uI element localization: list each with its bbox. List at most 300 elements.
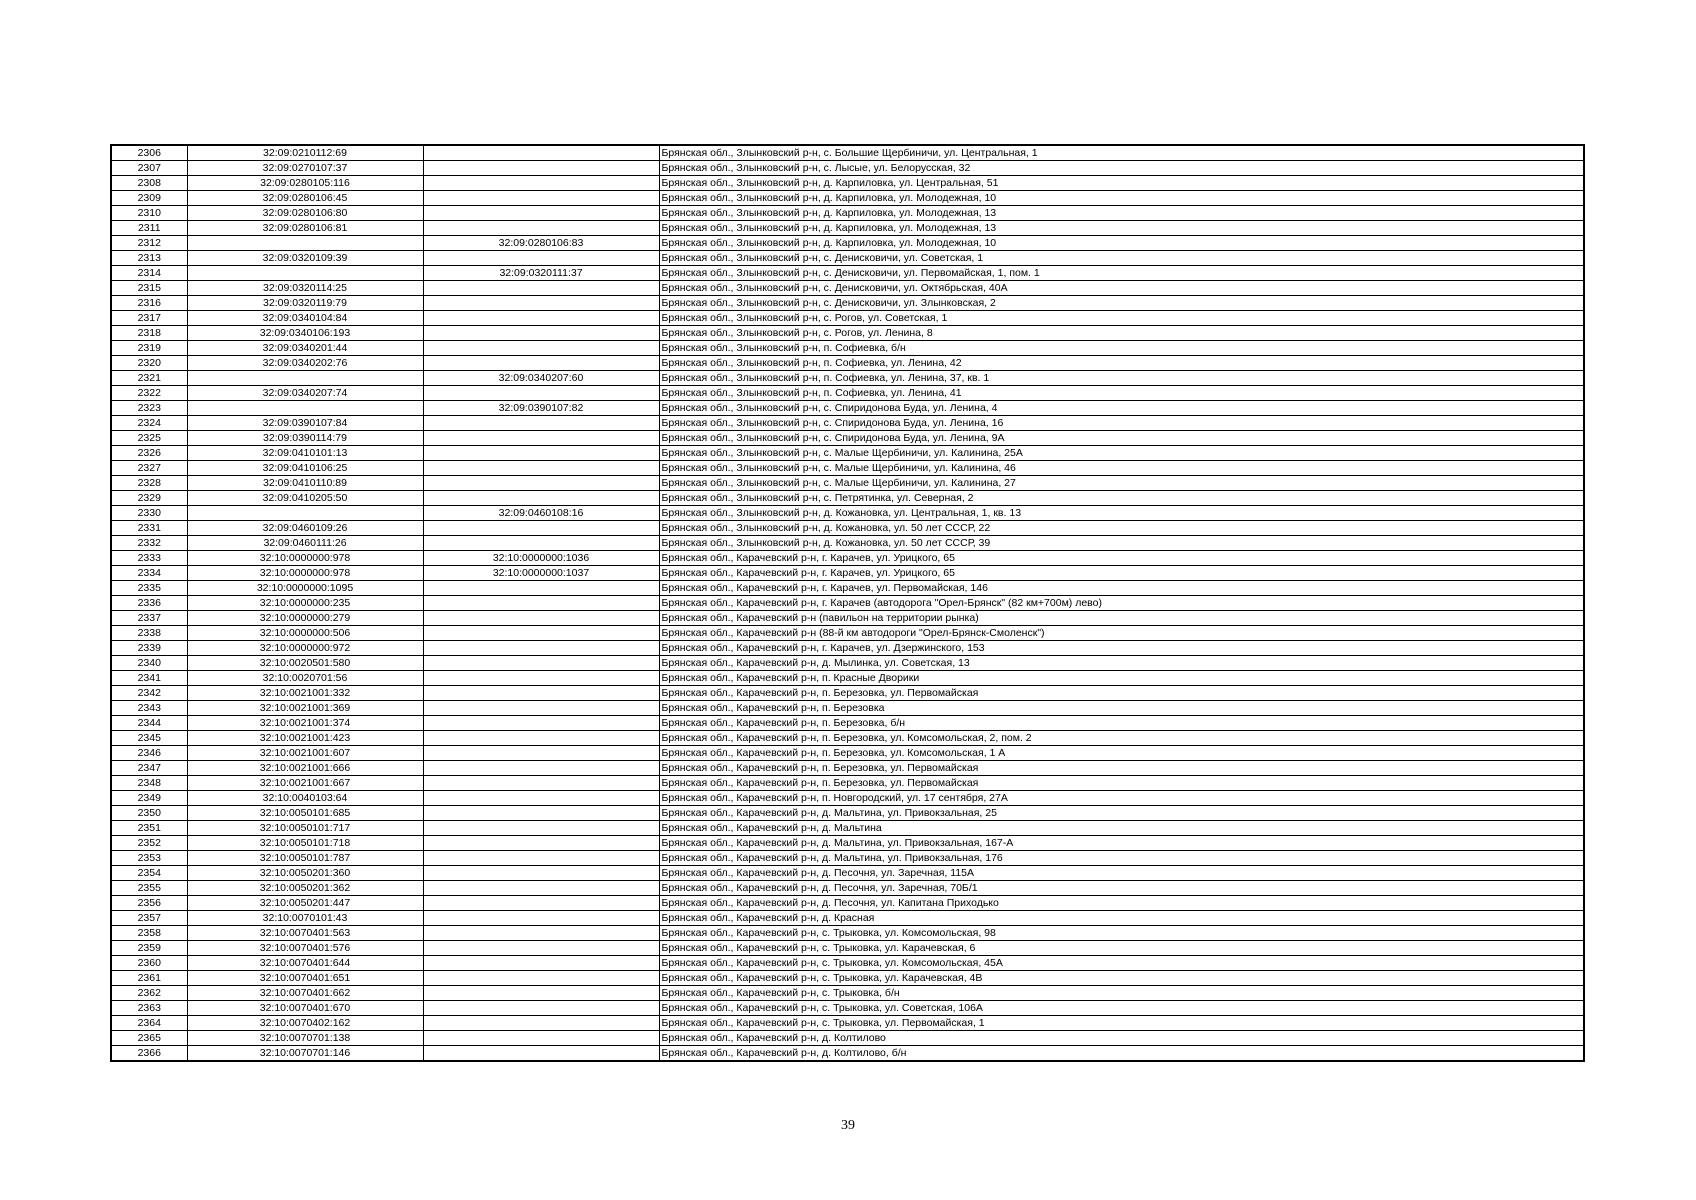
secondary-cadastral-number-cell xyxy=(423,191,659,206)
address-cell: Брянская обл., Карачевский р-н, г. Карачев, ул. Дзержинского, 153 xyxy=(659,641,1584,656)
cadastral-number-cell: 32:09:0460109:26 xyxy=(187,521,423,536)
row-number-cell: 2320 xyxy=(111,356,187,371)
cadastral-number-cell: 32:10:0070402:162 xyxy=(187,1016,423,1031)
table-row xyxy=(111,941,1584,956)
cadastral-number-cell: 32:10:0070401:644 xyxy=(187,956,423,971)
secondary-cadastral-number-cell xyxy=(423,416,659,431)
secondary-cadastral-number-cell xyxy=(423,776,659,791)
address-cell: Брянская обл., Карачевский р-н, д. Мальтина, ул. Привокзальная, 25 xyxy=(659,806,1584,821)
cadastral-number-cell: 32:09:0280106:80 xyxy=(187,206,423,221)
secondary-cadastral-number-cell xyxy=(423,866,659,881)
address-cell: Брянская обл., Злынковский р-н, с. Денисковичи, ул. Первомайская, 1, пом. 1 xyxy=(659,266,1584,281)
cadastral-number-cell: 32:09:0410106:25 xyxy=(187,461,423,476)
row-number-cell: 2344 xyxy=(111,716,187,731)
cadastral-number-cell: 32:10:0050101:717 xyxy=(187,821,423,836)
secondary-cadastral-number-cell: 32:10:0000000:1036 xyxy=(423,551,659,566)
address-cell: Брянская обл., Злынковский р-н, п. Софиевка, ул. Ленина, 42 xyxy=(659,356,1584,371)
address-cell: Брянская обл., Карачевский р-н, с. Трыковка, ул. Советская, 106А xyxy=(659,1001,1584,1016)
table-row xyxy=(111,206,1584,221)
secondary-cadastral-number-cell xyxy=(423,446,659,461)
address-cell: Брянская обл., Карачевский р-н, с. Трыковка, б/н xyxy=(659,986,1584,1001)
cadastral-number-cell: 32:09:0280106:45 xyxy=(187,191,423,206)
secondary-cadastral-number-cell: 32:09:0390107:82 xyxy=(423,401,659,416)
table-row xyxy=(111,176,1584,191)
table-row xyxy=(111,896,1584,911)
row-number-cell: 2362 xyxy=(111,986,187,1001)
table-row xyxy=(111,536,1584,551)
secondary-cadastral-number-cell xyxy=(423,656,659,671)
row-number-cell: 2354 xyxy=(111,866,187,881)
table-row xyxy=(111,596,1584,611)
secondary-cadastral-number-cell xyxy=(423,716,659,731)
address-cell: Брянская обл., Злынковский р-н, с. Петрятинка, ул. Северная, 2 xyxy=(659,491,1584,506)
row-number-cell: 2347 xyxy=(111,761,187,776)
table-row xyxy=(111,371,1584,386)
secondary-cadastral-number-cell xyxy=(423,326,659,341)
table-row xyxy=(111,761,1584,776)
table-row xyxy=(111,521,1584,536)
cadastral-number-cell: 32:09:0410101:13 xyxy=(187,446,423,461)
address-cell: Брянская обл., Карачевский р-н, с. Трыковка, ул. Карачевская, 6 xyxy=(659,941,1584,956)
table-row xyxy=(111,476,1584,491)
address-cell: Брянская обл., Злынковский р-н, д. Карпиловка, ул. Молодежная, 10 xyxy=(659,191,1584,206)
address-cell: Брянская обл., Карачевский р-н, с. Трыковка, ул. Карачевская, 4В xyxy=(659,971,1584,986)
address-cell: Брянская обл., Карачевский р-н, д. Красная xyxy=(659,911,1584,926)
table-row xyxy=(111,356,1584,371)
address-cell: Брянская обл., Карачевский р-н, д. Колтилово, б/н xyxy=(659,1046,1584,1062)
secondary-cadastral-number-cell xyxy=(423,1046,659,1062)
row-number-cell: 2318 xyxy=(111,326,187,341)
address-cell: Брянская обл., Злынковский р-н, д. Карпиловка, ул. Молодежная, 13 xyxy=(659,206,1584,221)
address-cell: Брянская обл., Злынковский р-н, с. Денисковичи, ул. Злынковская, 2 xyxy=(659,296,1584,311)
secondary-cadastral-number-cell xyxy=(423,911,659,926)
table-row xyxy=(111,566,1584,581)
cadastral-number-cell: 32:10:0050201:360 xyxy=(187,866,423,881)
secondary-cadastral-number-cell xyxy=(423,926,659,941)
cadastral-number-cell: 32:10:0021001:369 xyxy=(187,701,423,716)
table-row xyxy=(111,686,1584,701)
table-row xyxy=(111,956,1584,971)
address-cell: Брянская обл., Карачевский р-н, п. Березовка, ул. Комсомольская, 1 А xyxy=(659,746,1584,761)
row-number-cell: 2311 xyxy=(111,221,187,236)
cadastral-number-cell xyxy=(187,236,423,251)
address-cell: Брянская обл., Злынковский р-н, д. Кожановка, ул. 50 лет СССР, 39 xyxy=(659,536,1584,551)
cadastral-number-cell: 32:10:0050101:787 xyxy=(187,851,423,866)
cadastral-number-cell: 32:10:0020501:580 xyxy=(187,656,423,671)
cadastral-number-cell: 32:10:0070401:651 xyxy=(187,971,423,986)
secondary-cadastral-number-cell xyxy=(423,731,659,746)
cadastral-number-cell: 32:10:0070401:563 xyxy=(187,926,423,941)
table-row xyxy=(111,431,1584,446)
table-row xyxy=(111,611,1584,626)
table-row xyxy=(111,836,1584,851)
address-cell: Брянская обл., Злынковский р-н, д. Карпиловка, ул. Центральная, 51 xyxy=(659,176,1584,191)
address-cell: Брянская обл., Карачевский р-н, п. Новгородский, ул. 17 сентября, 27А xyxy=(659,791,1584,806)
address-cell: Брянская обл., Злынковский р-н, с. Малые Щербиничи, ул. Калинина, 25А xyxy=(659,446,1584,461)
row-number-cell: 2332 xyxy=(111,536,187,551)
secondary-cadastral-number-cell xyxy=(423,356,659,371)
table-row xyxy=(111,506,1584,521)
row-number-cell: 2328 xyxy=(111,476,187,491)
table-row xyxy=(111,581,1584,596)
table-body xyxy=(111,145,1584,1061)
table-row xyxy=(111,386,1584,401)
cadastral-number-cell: 32:10:0000000:972 xyxy=(187,641,423,656)
row-number-cell: 2342 xyxy=(111,686,187,701)
cadastral-number-cell: 32:10:0070101:43 xyxy=(187,911,423,926)
cadastral-number-cell: 32:10:0000000:235 xyxy=(187,596,423,611)
secondary-cadastral-number-cell xyxy=(423,476,659,491)
cadastral-number-cell: 32:09:0340106:193 xyxy=(187,326,423,341)
row-number-cell: 2365 xyxy=(111,1031,187,1046)
secondary-cadastral-number-cell xyxy=(423,596,659,611)
cadastral-number-cell: 32:09:0340104:84 xyxy=(187,311,423,326)
row-number-cell: 2323 xyxy=(111,401,187,416)
cadastral-number-cell: 32:10:0021001:666 xyxy=(187,761,423,776)
address-cell: Брянская обл., Карачевский р-н (88-й км автодороги "Орел-Брянск-Смоленск") xyxy=(659,626,1584,641)
address-cell: Брянская обл., Карачевский р-н, д. Колтилово xyxy=(659,1031,1584,1046)
table-row xyxy=(111,971,1584,986)
secondary-cadastral-number-cell xyxy=(423,536,659,551)
table-row xyxy=(111,311,1584,326)
cadastral-number-cell: 32:10:0070401:670 xyxy=(187,1001,423,1016)
secondary-cadastral-number-cell xyxy=(423,806,659,821)
row-number-cell: 2334 xyxy=(111,566,187,581)
address-cell: Брянская обл., Злынковский р-н, д. Кожановка, ул. Центральная, 1, кв. 13 xyxy=(659,506,1584,521)
cadastral-number-cell: 32:10:0050101:718 xyxy=(187,836,423,851)
cadastral-number-cell: 32:10:0050201:447 xyxy=(187,896,423,911)
cadastral-number-cell: 32:10:0021001:374 xyxy=(187,716,423,731)
address-cell: Брянская обл., Карачевский р-н, д. Мальтина, ул. Привокзальная, 176 xyxy=(659,851,1584,866)
table-row xyxy=(111,251,1584,266)
secondary-cadastral-number-cell xyxy=(423,311,659,326)
cadastral-number-cell xyxy=(187,371,423,386)
row-number-cell: 2356 xyxy=(111,896,187,911)
address-cell: Брянская обл., Карачевский р-н, г. Карачев, ул. Урицкого, 65 xyxy=(659,566,1584,581)
table-row xyxy=(111,626,1584,641)
secondary-cadastral-number-cell xyxy=(423,176,659,191)
row-number-cell: 2361 xyxy=(111,971,187,986)
cadastral-number-cell: 32:10:0070401:576 xyxy=(187,941,423,956)
address-cell: Брянская обл., Злынковский р-н, п. Софиевка, ул. Ленина, 37, кв. 1 xyxy=(659,371,1584,386)
table-row xyxy=(111,881,1584,896)
row-number-cell: 2319 xyxy=(111,341,187,356)
address-cell: Брянская обл., Злынковский р-н, с. Денисковичи, ул. Октябрьская, 40А xyxy=(659,281,1584,296)
table-row xyxy=(111,296,1584,311)
cadastral-number-cell: 32:10:0021001:423 xyxy=(187,731,423,746)
secondary-cadastral-number-cell: 32:09:0340207:60 xyxy=(423,371,659,386)
cadastral-number-cell: 32:09:0270107:37 xyxy=(187,161,423,176)
address-cell: Брянская обл., Карачевский р-н, с. Трыковка, ул. Комсомольская, 98 xyxy=(659,926,1584,941)
table-row xyxy=(111,806,1584,821)
cadastral-number-cell: 32:09:0390114:79 xyxy=(187,431,423,446)
address-cell: Брянская обл., Карачевский р-н, д. Песочня, ул. Заречная, 115А xyxy=(659,866,1584,881)
secondary-cadastral-number-cell xyxy=(423,491,659,506)
row-number-cell: 2315 xyxy=(111,281,187,296)
cadastral-number-cell: 32:09:0340202:76 xyxy=(187,356,423,371)
row-number-cell: 2306 xyxy=(111,145,187,161)
row-number-cell: 2345 xyxy=(111,731,187,746)
row-number-cell: 2358 xyxy=(111,926,187,941)
table-row xyxy=(111,266,1584,281)
address-cell: Брянская обл., Карачевский р-н, д. Мальтина xyxy=(659,821,1584,836)
row-number-cell: 2308 xyxy=(111,176,187,191)
address-cell: Брянская обл., Карачевский р-н, д. Мылинка, ул. Советская, 13 xyxy=(659,656,1584,671)
table-row xyxy=(111,641,1584,656)
address-cell: Брянская обл., Карачевский р-н, п. Красные Дворики xyxy=(659,671,1584,686)
cadastral-number-cell: 32:09:0280105:116 xyxy=(187,176,423,191)
address-cell: Брянская обл., Злынковский р-н, с. Малые Щербиничи, ул. Калинина, 27 xyxy=(659,476,1584,491)
cadastral-number-cell: 32:09:0210112:69 xyxy=(187,145,423,161)
row-number-cell: 2329 xyxy=(111,491,187,506)
row-number-cell: 2338 xyxy=(111,626,187,641)
cadastral-number-cell: 32:10:0000000:978 xyxy=(187,566,423,581)
secondary-cadastral-number-cell xyxy=(423,821,659,836)
cadastral-number-cell: 32:10:0021001:607 xyxy=(187,746,423,761)
table-row xyxy=(111,986,1584,1001)
row-number-cell: 2307 xyxy=(111,161,187,176)
secondary-cadastral-number-cell xyxy=(423,386,659,401)
secondary-cadastral-number-cell xyxy=(423,611,659,626)
row-number-cell: 2337 xyxy=(111,611,187,626)
address-cell: Брянская обл., Злынковский р-н, д. Карпиловка, ул. Молодежная, 10 xyxy=(659,236,1584,251)
secondary-cadastral-number-cell xyxy=(423,851,659,866)
row-number-cell: 2317 xyxy=(111,311,187,326)
secondary-cadastral-number-cell xyxy=(423,1001,659,1016)
address-cell: Брянская обл., Карачевский р-н, п. Березовка xyxy=(659,701,1584,716)
row-number-cell: 2326 xyxy=(111,446,187,461)
row-number-cell: 2340 xyxy=(111,656,187,671)
address-cell: Брянская обл., Злынковский р-н, с. Спиридонова Буда, ул. Ленина, 9А xyxy=(659,431,1584,446)
secondary-cadastral-number-cell xyxy=(423,581,659,596)
row-number-cell: 2312 xyxy=(111,236,187,251)
table-row xyxy=(111,341,1584,356)
address-cell: Брянская обл., Злынковский р-н, д. Кожановка, ул. 50 лет СССР, 22 xyxy=(659,521,1584,536)
cadastral-number-cell: 32:10:0000000:506 xyxy=(187,626,423,641)
cadastral-number-cell: 32:09:0280106:81 xyxy=(187,221,423,236)
cadastral-number-cell: 32:10:0000000:1095 xyxy=(187,581,423,596)
cadastral-number-cell: 32:09:0320119:79 xyxy=(187,296,423,311)
row-number-cell: 2353 xyxy=(111,851,187,866)
address-cell: Брянская обл., Карачевский р-н (павильон на территории рынка) xyxy=(659,611,1584,626)
secondary-cadastral-number-cell: 32:09:0280106:83 xyxy=(423,236,659,251)
table-row xyxy=(111,911,1584,926)
row-number-cell: 2325 xyxy=(111,431,187,446)
secondary-cadastral-number-cell xyxy=(423,986,659,1001)
table-row xyxy=(111,191,1584,206)
cadastral-number-cell: 32:09:0320114:25 xyxy=(187,281,423,296)
secondary-cadastral-number-cell xyxy=(423,971,659,986)
secondary-cadastral-number-cell xyxy=(423,836,659,851)
row-number-cell: 2363 xyxy=(111,1001,187,1016)
address-cell: Брянская обл., Карачевский р-н, д. Мальтина, ул. Привокзальная, 167-А xyxy=(659,836,1584,851)
row-number-cell: 2313 xyxy=(111,251,187,266)
row-number-cell: 2350 xyxy=(111,806,187,821)
address-cell: Брянская обл., Злынковский р-н, с. Спиридонова Буда, ул. Ленина, 4 xyxy=(659,401,1584,416)
address-cell: Брянская обл., Злынковский р-н, с. Спиридонова Буда, ул. Ленина, 16 xyxy=(659,416,1584,431)
secondary-cadastral-number-cell xyxy=(423,461,659,476)
secondary-cadastral-number-cell xyxy=(423,221,659,236)
row-number-cell: 2335 xyxy=(111,581,187,596)
table-row xyxy=(111,746,1584,761)
cadastral-number-cell: 32:10:0000000:279 xyxy=(187,611,423,626)
secondary-cadastral-number-cell xyxy=(423,671,659,686)
address-cell: Брянская обл., Карачевский р-н, г. Карачев, ул. Первомайская, 146 xyxy=(659,581,1584,596)
cadastral-number-cell: 32:10:0070401:662 xyxy=(187,986,423,1001)
row-number-cell: 2322 xyxy=(111,386,187,401)
table-row xyxy=(111,461,1584,476)
secondary-cadastral-number-cell xyxy=(423,521,659,536)
table-row xyxy=(111,866,1584,881)
cadastral-number-cell: 32:10:0020701:56 xyxy=(187,671,423,686)
secondary-cadastral-number-cell: 32:09:0460108:16 xyxy=(423,506,659,521)
address-cell: Брянская обл., Злынковский р-н, с. Большие Щербиничи, ул. Центральная, 1 xyxy=(659,145,1584,161)
cadastral-number-cell xyxy=(187,401,423,416)
cadastral-number-cell: 32:09:0340201:44 xyxy=(187,341,423,356)
row-number-cell: 2310 xyxy=(111,206,187,221)
table-row xyxy=(111,446,1584,461)
secondary-cadastral-number-cell xyxy=(423,145,659,161)
row-number-cell: 2352 xyxy=(111,836,187,851)
secondary-cadastral-number-cell xyxy=(423,896,659,911)
row-number-cell: 2359 xyxy=(111,941,187,956)
address-cell: Брянская обл., Злынковский р-н, с. Лысые, ул. Белорусская, 32 xyxy=(659,161,1584,176)
row-number-cell: 2336 xyxy=(111,596,187,611)
row-number-cell: 2355 xyxy=(111,881,187,896)
address-cell: Брянская обл., Карачевский р-н, п. Березовка, б/н xyxy=(659,716,1584,731)
table-row xyxy=(111,326,1584,341)
secondary-cadastral-number-cell xyxy=(423,791,659,806)
row-number-cell: 2346 xyxy=(111,746,187,761)
table-row xyxy=(111,656,1584,671)
row-number-cell: 2348 xyxy=(111,776,187,791)
secondary-cadastral-number-cell xyxy=(423,161,659,176)
row-number-cell: 2351 xyxy=(111,821,187,836)
address-cell: Брянская обл., Злынковский р-н, с. Рогов, ул. Ленина, 8 xyxy=(659,326,1584,341)
table-row xyxy=(111,1031,1584,1046)
row-number-cell: 2321 xyxy=(111,371,187,386)
address-cell: Брянская обл., Злынковский р-н, п. Софиевка, ул. Ленина, 41 xyxy=(659,386,1584,401)
cadastral-number-cell: 32:10:0040103:64 xyxy=(187,791,423,806)
secondary-cadastral-number-cell xyxy=(423,941,659,956)
table-row xyxy=(111,791,1584,806)
row-number-cell: 2343 xyxy=(111,701,187,716)
table-row xyxy=(111,926,1584,941)
row-number-cell: 2330 xyxy=(111,506,187,521)
row-number-cell: 2349 xyxy=(111,791,187,806)
table-row xyxy=(111,701,1584,716)
table-row xyxy=(111,161,1584,176)
row-number-cell: 2314 xyxy=(111,266,187,281)
secondary-cadastral-number-cell xyxy=(423,251,659,266)
cadastral-number-cell: 32:09:0340207:74 xyxy=(187,386,423,401)
secondary-cadastral-number-cell xyxy=(423,686,659,701)
secondary-cadastral-number-cell xyxy=(423,206,659,221)
address-cell: Брянская обл., Карачевский р-н, п. Березовка, ул. Первомайская xyxy=(659,686,1584,701)
address-cell: Брянская обл., Карачевский р-н, с. Трыковка, ул. Первомайская, 1 xyxy=(659,1016,1584,1031)
table-row xyxy=(111,776,1584,791)
secondary-cadastral-number-cell xyxy=(423,1016,659,1031)
secondary-cadastral-number-cell: 32:10:0000000:1037 xyxy=(423,566,659,581)
table-row xyxy=(111,851,1584,866)
cadastral-number-cell: 32:10:0050201:362 xyxy=(187,881,423,896)
address-cell: Брянская обл., Карачевский р-н, г. Карачев (автодорога "Орел-Брянск" (82 км+700м) лево) xyxy=(659,596,1584,611)
page-number: 39 xyxy=(841,1118,855,1133)
secondary-cadastral-number-cell xyxy=(423,1031,659,1046)
row-number-cell: 2309 xyxy=(111,191,187,206)
address-cell: Брянская обл., Злынковский р-н, с. Малые Щербиничи, ул. Калинина, 46 xyxy=(659,461,1584,476)
secondary-cadastral-number-cell xyxy=(423,761,659,776)
row-number-cell: 2327 xyxy=(111,461,187,476)
address-cell: Брянская обл., Злынковский р-н, п. Софиевка, б/н xyxy=(659,341,1584,356)
table-row xyxy=(111,221,1584,236)
secondary-cadastral-number-cell xyxy=(423,281,659,296)
address-cell: Брянская обл., Злынковский р-н, с. Рогов, ул. Советская, 1 xyxy=(659,311,1584,326)
row-number-cell: 2339 xyxy=(111,641,187,656)
address-cell: Брянская обл., Злынковский р-н, д. Карпиловка, ул. Молодежная, 13 xyxy=(659,221,1584,236)
cadastral-number-cell: 32:09:0460111:26 xyxy=(187,536,423,551)
cadastral-number-cell xyxy=(187,266,423,281)
secondary-cadastral-number-cell xyxy=(423,431,659,446)
cadastral-number-cell: 32:09:0410110:89 xyxy=(187,476,423,491)
row-number-cell: 2316 xyxy=(111,296,187,311)
row-number-cell: 2366 xyxy=(111,1046,187,1062)
cadastral-number-cell: 32:09:0390107:84 xyxy=(187,416,423,431)
cadastral-number-cell: 32:10:0000000:978 xyxy=(187,551,423,566)
secondary-cadastral-number-cell xyxy=(423,746,659,761)
table-row xyxy=(111,1001,1584,1016)
cadastral-number-cell xyxy=(187,506,423,521)
row-number-cell: 2331 xyxy=(111,521,187,536)
table-row xyxy=(111,551,1584,566)
address-cell: Брянская обл., Карачевский р-н, д. Песочня, ул. Заречная, 70Б/1 xyxy=(659,881,1584,896)
secondary-cadastral-number-cell xyxy=(423,881,659,896)
address-cell: Брянская обл., Карачевский р-н, п. Березовка, ул. Первомайская xyxy=(659,761,1584,776)
row-number-cell: 2360 xyxy=(111,956,187,971)
table-row xyxy=(111,671,1584,686)
row-number-cell: 2324 xyxy=(111,416,187,431)
cadastral-number-cell: 32:10:0021001:667 xyxy=(187,776,423,791)
address-cell: Брянская обл., Карачевский р-н, п. Березовка, ул. Комсомольская, 2, пом. 2 xyxy=(659,731,1584,746)
cadastral-number-cell: 32:10:0070701:146 xyxy=(187,1046,423,1062)
secondary-cadastral-number-cell xyxy=(423,641,659,656)
table-row xyxy=(111,1046,1584,1062)
table-row xyxy=(111,281,1584,296)
secondary-cadastral-number-cell xyxy=(423,626,659,641)
table-row xyxy=(111,416,1584,431)
table-row xyxy=(111,821,1584,836)
table-row xyxy=(111,491,1584,506)
cadastral-number-cell: 32:10:0021001:332 xyxy=(187,686,423,701)
row-number-cell: 2333 xyxy=(111,551,187,566)
table-row xyxy=(111,236,1584,251)
secondary-cadastral-number-cell: 32:09:0320111:37 xyxy=(423,266,659,281)
row-number-cell: 2364 xyxy=(111,1016,187,1031)
cadastral-number-cell: 32:10:0050101:685 xyxy=(187,806,423,821)
address-cell: Брянская обл., Карачевский р-н, г. Карачев, ул. Урицкого, 65 xyxy=(659,551,1584,566)
row-number-cell: 2341 xyxy=(111,671,187,686)
table-row xyxy=(111,145,1584,161)
address-cell: Брянская обл., Злынковский р-н, с. Денисковичи, ул. Советская, 1 xyxy=(659,251,1584,266)
cadastral-number-cell: 32:10:0070701:138 xyxy=(187,1031,423,1046)
address-cell: Брянская обл., Карачевский р-н, д. Песочня, ул. Капитана Приходько xyxy=(659,896,1584,911)
secondary-cadastral-number-cell xyxy=(423,296,659,311)
secondary-cadastral-number-cell xyxy=(423,701,659,716)
table-row xyxy=(111,401,1584,416)
cadastral-number-cell: 32:09:0410205:50 xyxy=(187,491,423,506)
table-row xyxy=(111,1016,1584,1031)
table-row xyxy=(111,731,1584,746)
